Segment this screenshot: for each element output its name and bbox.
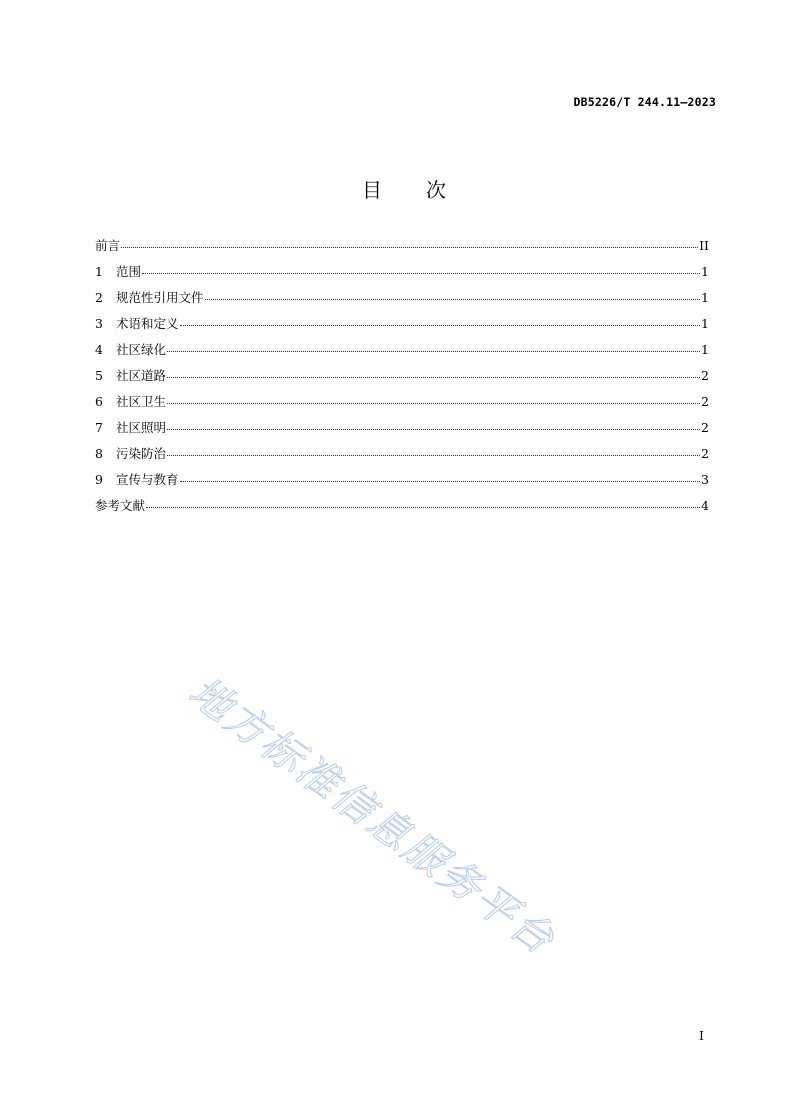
toc-entry-number: 3: [95, 316, 103, 331]
toc-entry-number: 2: [95, 290, 103, 305]
toc-entry-page: 1: [701, 316, 709, 331]
toc-dot-leader: [146, 507, 700, 508]
toc-entry-title: 宣传与教育: [116, 472, 179, 487]
toc-entry-scope[interactable]: [95, 262, 709, 288]
toc-entry-publicity-education[interactable]: [95, 470, 709, 496]
toc-entry-normative-references[interactable]: [95, 288, 709, 314]
toc-entry-number: 8: [95, 446, 103, 461]
toc-entry-community-greening[interactable]: [95, 340, 709, 366]
toc-entry-page: 2: [701, 394, 709, 409]
toc-dot-leader: [121, 247, 698, 248]
toc-entry-page: 2: [701, 420, 709, 435]
toc-entry-page: 2: [701, 446, 709, 461]
toc-entry-community-sanitation[interactable]: [95, 392, 709, 418]
toc-entry-page: 1: [701, 264, 709, 279]
toc-entry-page: 4: [701, 498, 709, 513]
toc-entry-number: 1: [95, 264, 103, 279]
toc-dot-leader: [167, 455, 700, 456]
toc-entry-title: 前言: [95, 238, 121, 253]
toc-entry-number: 9: [95, 472, 103, 487]
toc-dot-leader: [167, 377, 700, 378]
toc-entry-number: 7: [95, 420, 103, 435]
toc-entry-title: 参考文献: [95, 498, 146, 513]
table-of-contents: [95, 236, 709, 522]
toc-dot-leader: [180, 325, 701, 326]
toc-heading-char-1: 目: [362, 178, 384, 202]
toc-entry-title: 社区道路: [116, 368, 167, 383]
toc-dot-leader: [167, 351, 700, 352]
toc-entry-page: II: [699, 238, 709, 253]
toc-entry-title: 社区绿化: [116, 342, 167, 357]
toc-entry-title: 范围: [116, 264, 142, 279]
toc-entry-title: 社区卫生: [116, 394, 167, 409]
toc-entry-title: 污染防治: [116, 446, 167, 461]
toc-entry-page: 1: [701, 290, 709, 305]
toc-entry-page: 1: [701, 342, 709, 357]
toc-entry-number: 6: [95, 394, 103, 409]
toc-dot-leader: [167, 429, 700, 430]
toc-entry-community-lighting[interactable]: [95, 418, 709, 444]
toc-entry-bibliography[interactable]: [95, 496, 709, 522]
toc-heading-char-2: 次: [426, 178, 448, 202]
watermark: 地方标准信息服务平台: [180, 667, 565, 965]
toc-entry-community-roads[interactable]: [95, 366, 709, 392]
toc-dot-leader: [167, 403, 700, 404]
toc-entry-terms-definitions[interactable]: [95, 314, 709, 340]
toc-entry-title: 规范性引用文件: [116, 290, 204, 305]
toc-entry-pollution-control[interactable]: [95, 444, 709, 470]
toc-dot-leader: [142, 273, 700, 274]
toc-entry-number: 4: [95, 342, 103, 357]
toc-heading: [0, 174, 792, 203]
toc-entry-page: 2: [701, 368, 709, 383]
document-code: DB5226/T 244.11—2023: [573, 95, 716, 109]
toc-entry-page: 3: [701, 472, 709, 487]
toc-entry-title: 社区照明: [116, 420, 167, 435]
toc-entry-foreword[interactable]: [95, 236, 709, 262]
toc-entry-title: 术语和定义: [116, 316, 179, 331]
page-number: I: [699, 1028, 704, 1043]
toc-dot-leader: [205, 299, 701, 300]
toc-dot-leader: [180, 481, 701, 482]
toc-entry-number: 5: [95, 368, 103, 383]
